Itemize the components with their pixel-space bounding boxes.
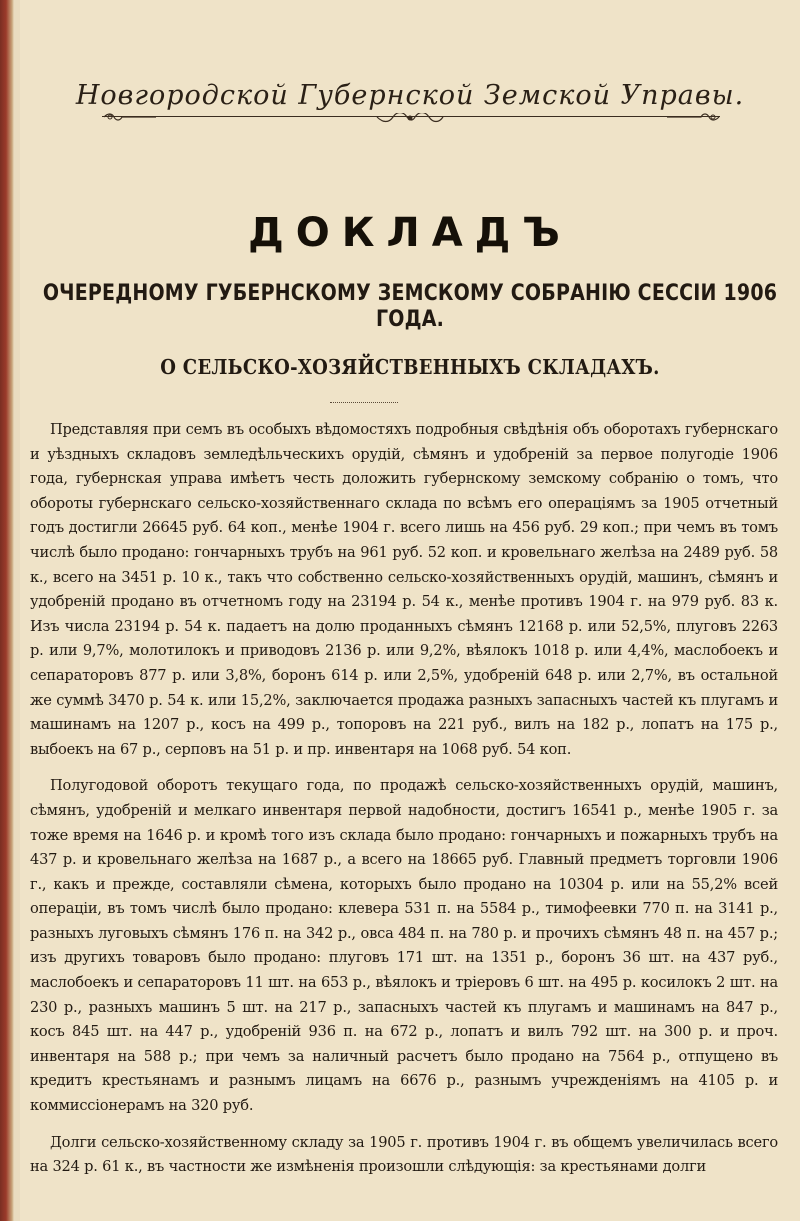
scroll-ornament-center-icon	[375, 113, 445, 123]
paragraph-2: Полугодовой оборотъ текущаго года, по продажѣ сельско-хозяйственныхъ орудій, машинъ, сѣмянъ, удобреній и мелкаго инвентаря первой надобности, достигъ 16541 р., менѣе 1905 г. за тоже время на 1646 р. и кромѣ того изъ склада было продано: гончарныхъ и пожарныхъ трубъ на 437 р. и кровельнаго желѣза на 1687 р., а всего на 18665 руб. Главный предметъ торговли 1906 г., какъ и прежде, составляли сѣмена, которыхъ было продано на 10304 р. или на 55,2% всей операціи, въ томъ числѣ было продано: клевера 531 п. на 5584 р., тимофеевки 770 п. на 3141 р., разныхъ луговыхъ сѣмянъ 176 п. на 342 р., овса 484 п. на 780 р. и прочихъ сѣмянъ 48 п. на 457 р.; изъ другихъ товаровъ было продано: плуговъ 171 шт. на 1351 р., боронъ 36 шт. на 437 руб., маслобоекъ и сепараторовъ 11 шт. на 653 р., вѣялокъ и тріеровъ 6 шт. на 495 р. косилокъ 2 шт. на 230 р., разныхъ машинъ 5 шт. на 217 р., запасныхъ частей къ плугамъ и машинамъ на 847 р., косъ 845 шт. на 447 р., удобреній 936 п. на 672 р., лопатъ и вилъ 792 шт. на 300 р. и проч. инвентаря на 588 р.; при чемъ за наличный расчетъ было продано на 7564 р., отпущено въ кредитъ крестьянамъ и разнымъ лицамъ на 6676 р., разнымъ учрежденіямъ на 4105 р. и коммиссіонерамъ на 320 руб.	[30, 777, 778, 1115]
scroll-ornament-right-icon	[665, 113, 721, 121]
report-body	[30, 418, 778, 1180]
book-binding-edge	[0, 0, 14, 1221]
scroll-ornament-left-icon	[102, 113, 158, 121]
document-subtitle: ОЧЕРЕДНОМУ ГУБЕРНСКОМУ ЗЕМСКОМУ СОБРАНІЮ СЕССІИ 1906 ГОДА.	[42, 280, 778, 332]
institution-name: Новгородской Губернской Земской Управы.	[75, 80, 745, 111]
document-title: ДОКЛАДЪ	[248, 210, 572, 256]
section-separator	[330, 402, 398, 403]
paragraph-3: Долги сельско-хозяйственному складу за 1905 г. противъ 1904 г. въ общемъ увеличилась всего на 324 р. 61 к., въ частности же измѣненія произошли слѣдующія: за крестьянами долги	[30, 1133, 778, 1176]
paragraph-1: Представляя при семъ въ особыхъ вѣдомостяхъ подробныя свѣдѣнія объ оборотахъ губернскаго и уѣздныхъ складовъ земледѣльческихъ орудій, сѣмянъ и удобреній за первое полугодіе 1906 года, губернская управа имѣетъ честь доложить губернскому земскому собранію о томъ, что обороты губернскаго сельско-хозяйственнаго склада по всѣмъ его операціямъ за 1905 отчетный годъ достигли 26645 руб. 64 коп., менѣе 1904 г. всего лишь на 456 руб. 29 коп.; при чемъ въ томъ числѣ было продано: гончарныхъ трубъ на 961 руб. 52 коп. и кровельнаго желѣза на 2489 руб. 58 к., всего на 3451 р. 10 к., такъ что собственно сельско-хозяйственныхъ орудій, машинъ, сѣмянъ и удобреній продано въ отчетномъ году на 23194 р. 54 к., менѣе противъ 1904 г. на 979 руб. 83 к. Изъ числа 23194 р. 54 к. падаетъ на долю проданныхъ сѣмянъ 12168 р. или 52,5%, плуговъ 2263 р. или 9,7%, молотилокъ и приводовъ 2136 р. или 9,2%, вѣялокъ 1018 р. или 4,4%, маслобоекъ и сепараторовъ 877 р. или 3,8%, боронъ 614 р. или 2,5%, удобреній 648 р. или 2,7%, въ остальной же суммѣ 3470 р. 54 к. или 15,2%, заключается продажа разныхъ запасныхъ частей къ плугамъ и машинамъ на 1207 р., косъ на 499 р., топоровъ на 221 руб., вилъ на 182 р., лопатъ на 175 р., выбоекъ на 67 р., серповъ на 51 р. и пр. инвентаря на 1068 руб. 54 коп.	[30, 421, 778, 758]
document-page	[20, 0, 800, 1221]
document-topic: О СЕЛЬСКО-ХОЗЯЙСТВЕННЫХЪ СКЛАДАХЪ.	[160, 355, 660, 380]
